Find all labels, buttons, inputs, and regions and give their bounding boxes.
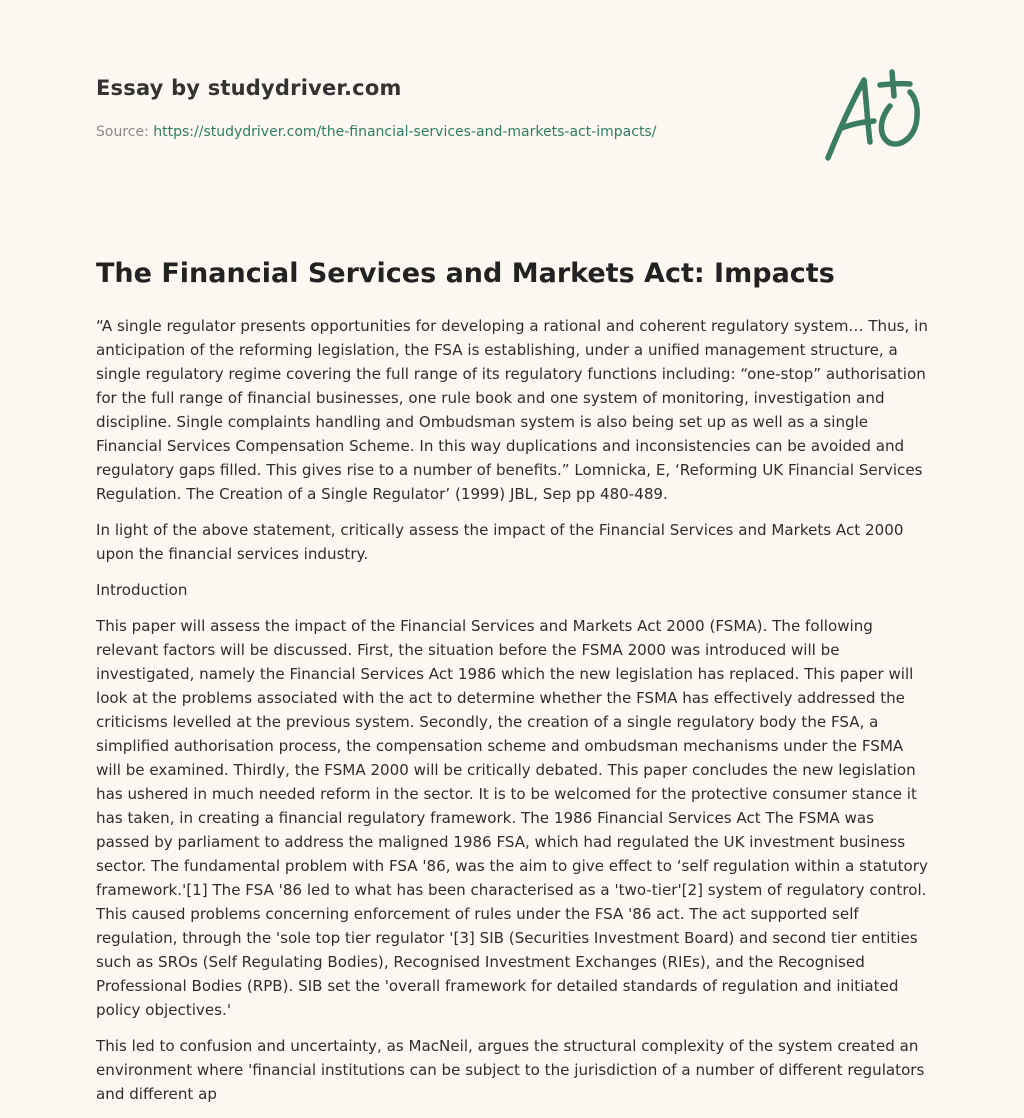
source-label: Source: bbox=[96, 124, 149, 140]
a-plus-logo-icon bbox=[820, 66, 930, 166]
source-link[interactable]: https://studydriver.com/the-financial-services-and-markets-act-impacts/ bbox=[153, 124, 657, 140]
article-title: The Financial Services and Markets Act: Impacts bbox=[96, 258, 835, 289]
quote-paragraph: “A single regulator presents opportunities for developing a rational and coherent regulatory system… Thus, in anticipation of the reforming legislation, the FSA is establishing, under a unified management structure, a single regulatory regime covering the full range of its regulatory functions including: “one-stop” authorisation for the full range of financial businesses, one rule book and one system of monitoring, investigation and discipline. Single complaints handling and Ombudsman system is also being set up as well as a single Financial Services Compensation Scheme. In this way duplications and inconsistencies can be avoided and regulatory gaps filled. This gives rise to a number of benefits.” Lomnicka, E, ‘Reforming UK Financial Services Regulation. The Creation of a Single Regulator’ (1999) JBL, Sep pp 480-489. bbox=[96, 317, 928, 503]
essay-header bbox=[96, 72, 796, 142]
body-paragraph: This led to confusion and uncertainty, as MacNeil, argues the structural complexity of the system created an environment where 'financial institutions can be subject to the jurisdiction of a number of different regulators and different ap bbox=[96, 1037, 925, 1103]
body-paragraph: This paper will assess the impact of the Financial Services and Markets Act 2000 (FSMA). The following relevant factors will be discussed. First, the situation before the FSMA 2000 was introduced will be investigated, namely the Financial Services Act 1986 which the new legislation has replaced. This paper will look at the problems associated with the act to determine whether the FSMA has effectively addressed the criticisms levelled at the previous system. Secondly, the creation of a single regulatory body the FSA, a simplified authorisation process, the compensation scheme and ombudsman mechanisms under the FSMA will be examined. Thirdly, the FSMA 2000 will be critically debated. This paper concludes the new legislation has ushered in much needed reform in the sector. It is to be welcomed for the protective consumer stance it has taken, in creating a financial regulatory framework. The 1986 Financial Services Act The FSMA was passed by parliament to address the maligned 1986 FSA, which had regulated the UK investment business sector. The fundamental problem with FSA '86, was the aim to give effect to ‘self regulation within a statutory framework.'[1] The FSA '86 led to what has been characterised as a 'two-tier'[2] system of regulatory control. This caused problems concerning enforcement of rules under the FSA '86 act. The act supported self regulation, through the 'sole top tier regulator '[3] SIB (Securities Investment Board) and second tier entities such as SROs (Self Regulating Bodies), Recognised Investment Exchanges (RIEs), and the Recognised Professional Bodies (RPB). SIB set the 'overall framework for detailed standards of regulation and initiated policy objectives.' bbox=[96, 617, 928, 1019]
section-heading-introduction: Introduction bbox=[96, 581, 188, 599]
question-paragraph: In light of the above statement, critically assess the impact of the Financial Services and Markets Act 2000 upon the financial services industry. bbox=[96, 521, 904, 563]
article-body bbox=[96, 314, 932, 1118]
brand-name: Essay by studydriver.com bbox=[96, 76, 402, 100]
source-line bbox=[96, 122, 796, 142]
